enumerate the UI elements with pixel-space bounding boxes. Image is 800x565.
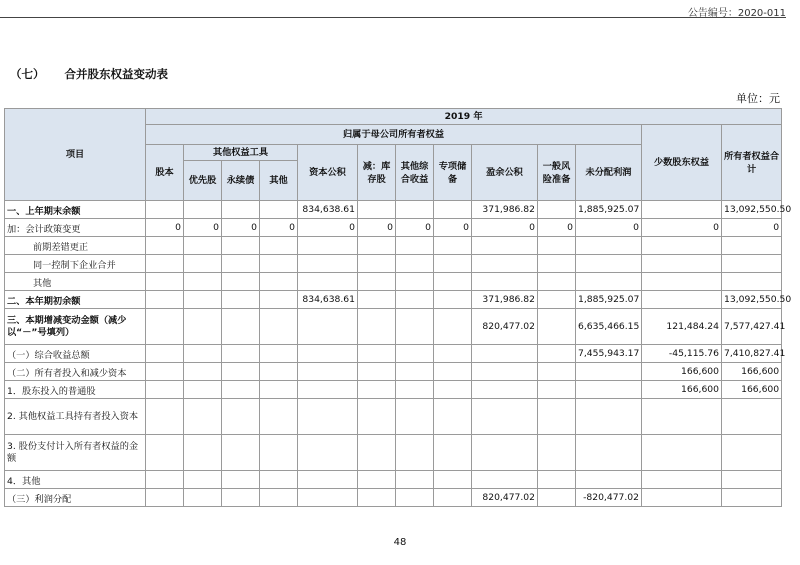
table-row (5, 273, 782, 291)
row-cell (260, 471, 298, 489)
table-row (5, 489, 782, 507)
row-cell: -820,477.02 (576, 489, 642, 507)
header-surplus: 盈余公积 (472, 145, 538, 201)
section-number: （七） (10, 67, 45, 81)
header-total: 所有者权益合计 (722, 125, 782, 201)
row-cell (184, 363, 222, 381)
row-cell (184, 471, 222, 489)
row-cell (396, 273, 434, 291)
table-row (5, 309, 782, 345)
table-row (5, 471, 782, 489)
row-cell (358, 435, 396, 471)
row-cell (222, 237, 260, 255)
row-cell (184, 291, 222, 309)
row-cell (538, 237, 576, 255)
row-cell (146, 435, 184, 471)
row-cell (222, 309, 260, 345)
row-cell (298, 399, 358, 435)
row-cell (472, 471, 538, 489)
header-other-equity-group: 其他权益工具 (184, 145, 298, 161)
row-cell (576, 471, 642, 489)
header-parent-group: 归属于母公司所有者权益 (146, 125, 642, 145)
row-cell (260, 381, 298, 399)
row-cell (722, 471, 782, 489)
row-cell (434, 309, 472, 345)
section-title: 合并股东权益变动表 (64, 67, 168, 81)
row-cell: 0 (358, 219, 396, 237)
row-cell (472, 237, 538, 255)
row-cell: 166,600 (722, 381, 782, 399)
row-cell (222, 489, 260, 507)
row-cell (472, 381, 538, 399)
row-cell (396, 381, 434, 399)
row-cell (146, 363, 184, 381)
row-cell (184, 273, 222, 291)
row-cell (642, 471, 722, 489)
row-cell (538, 291, 576, 309)
row-cell (298, 471, 358, 489)
row-cell (538, 399, 576, 435)
row-cell (434, 489, 472, 507)
table-row (5, 381, 782, 399)
row-cell (576, 381, 642, 399)
row-cell: 13,092,550.50 (722, 291, 782, 309)
row-cell (358, 237, 396, 255)
header-oci: 其他综合收益 (396, 145, 434, 201)
row-label: 1．股东投入的普通股 (5, 381, 146, 399)
row-cell (538, 345, 576, 363)
row-cell (146, 255, 184, 273)
row-cell (434, 363, 472, 381)
row-cell (358, 273, 396, 291)
row-cell (184, 345, 222, 363)
row-cell: 0 (722, 219, 782, 237)
row-cell (298, 363, 358, 381)
row-cell: 0 (260, 219, 298, 237)
row-cell (538, 435, 576, 471)
row-cell: 7,577,427.41 (722, 309, 782, 345)
row-cell (576, 273, 642, 291)
table-row (5, 201, 782, 219)
header-treasury: 减：库存股 (358, 145, 396, 201)
row-cell: 834,638.61 (298, 291, 358, 309)
row-label: 一、上年期末余额 (5, 201, 146, 219)
row-cell (722, 237, 782, 255)
row-cell (396, 291, 434, 309)
row-cell: 371,986.82 (472, 291, 538, 309)
row-cell (146, 237, 184, 255)
row-cell (222, 201, 260, 219)
row-cell (146, 201, 184, 219)
row-cell: 166,600 (642, 363, 722, 381)
row-cell (538, 255, 576, 273)
row-cell (260, 201, 298, 219)
row-cell (434, 273, 472, 291)
table-body (5, 201, 792, 507)
row-cell (642, 237, 722, 255)
row-cell (472, 273, 538, 291)
row-cell: 0 (538, 219, 576, 237)
header-minority: 少数股东权益 (642, 125, 722, 201)
row-cell (576, 255, 642, 273)
row-cell (146, 471, 184, 489)
row-label: 三、本期增减变动金额（减少以“－”号填列） (5, 309, 146, 345)
row-label: （二）所有者投入和减少资本 (5, 363, 146, 381)
row-cell (722, 435, 782, 471)
row-cell (538, 309, 576, 345)
row-cell (184, 489, 222, 507)
row-label: 4．其他 (5, 471, 146, 489)
header-perpetual: 永续债 (222, 161, 260, 201)
row-cell (576, 237, 642, 255)
row-cell (298, 345, 358, 363)
row-cell (222, 291, 260, 309)
row-cell (538, 363, 576, 381)
row-cell (146, 291, 184, 309)
row-cell (576, 399, 642, 435)
row-cell (146, 381, 184, 399)
row-cell (298, 489, 358, 507)
row-cell (358, 489, 396, 507)
row-cell: 834,638.61 (298, 201, 358, 219)
row-cell (642, 273, 722, 291)
row-cell (434, 435, 472, 471)
row-cell (298, 435, 358, 471)
row-cell (358, 363, 396, 381)
header-retained: 未分配利润 (576, 145, 642, 201)
row-cell (396, 237, 434, 255)
header-general-risk: 一般风险准备 (538, 145, 576, 201)
row-cell: 166,600 (722, 363, 782, 381)
row-cell (396, 309, 434, 345)
row-label: 其他 (5, 273, 146, 291)
row-cell (298, 381, 358, 399)
equity-change-table (4, 108, 792, 507)
row-cell (576, 363, 642, 381)
row-cell (260, 345, 298, 363)
row-label: 前期差错更正 (5, 237, 146, 255)
row-cell (358, 471, 396, 489)
row-cell (396, 345, 434, 363)
row-cell (184, 435, 222, 471)
table-row (5, 345, 782, 363)
row-cell (260, 291, 298, 309)
header-preferred: 优先股 (184, 161, 222, 201)
table-row (5, 237, 782, 255)
row-cell (472, 435, 538, 471)
row-cell (396, 471, 434, 489)
row-label: 2. 其他权益工具持有者投入资本 (5, 399, 146, 435)
row-cell (396, 255, 434, 273)
row-cell: 0 (434, 219, 472, 237)
row-cell (184, 201, 222, 219)
row-cell (222, 381, 260, 399)
row-cell (222, 255, 260, 273)
row-cell (396, 435, 434, 471)
row-cell (722, 489, 782, 507)
row-cell (434, 237, 472, 255)
row-cell (184, 399, 222, 435)
row-cell (576, 435, 642, 471)
header-share-capital: 股本 (146, 145, 184, 201)
row-cell (358, 309, 396, 345)
row-cell: 166,600 (642, 381, 722, 399)
row-cell (358, 291, 396, 309)
row-cell: 0 (298, 219, 358, 237)
row-cell (396, 363, 434, 381)
row-cell: 0 (576, 219, 642, 237)
header-capital-reserve: 资本公积 (298, 145, 358, 201)
row-cell (184, 255, 222, 273)
row-cell: 0 (184, 219, 222, 237)
row-cell (146, 273, 184, 291)
row-cell (472, 345, 538, 363)
table-row (5, 255, 782, 273)
row-cell (722, 255, 782, 273)
table-row (5, 399, 782, 435)
table-row (5, 363, 782, 381)
row-cell (358, 399, 396, 435)
row-cell: -45,115.76 (642, 345, 722, 363)
row-cell (642, 291, 722, 309)
row-cell (298, 273, 358, 291)
row-cell (146, 345, 184, 363)
row-label: 同一控制下企业合并 (5, 255, 146, 273)
row-cell (358, 381, 396, 399)
row-cell (260, 273, 298, 291)
row-cell: 7,410,827.41 (722, 345, 782, 363)
row-cell (146, 489, 184, 507)
header-other: 其他 (260, 161, 298, 201)
row-cell (434, 381, 472, 399)
row-cell (260, 489, 298, 507)
row-cell: 820,477.02 (472, 489, 538, 507)
row-cell (722, 273, 782, 291)
row-cell (298, 309, 358, 345)
row-cell (434, 399, 472, 435)
row-cell (396, 201, 434, 219)
row-cell (642, 255, 722, 273)
header-year: 2019 年 (146, 109, 782, 125)
row-cell (538, 273, 576, 291)
page-number: 48 (393, 537, 407, 548)
header-rule (0, 17, 786, 18)
table-row (5, 291, 782, 309)
row-cell: 6,635,466.15 (576, 309, 642, 345)
row-cell (222, 363, 260, 381)
row-cell (222, 471, 260, 489)
row-cell: 371,986.82 (472, 201, 538, 219)
row-cell (146, 399, 184, 435)
row-cell (722, 399, 782, 435)
row-label: 二、本年期初余额 (5, 291, 146, 309)
row-cell (434, 291, 472, 309)
row-cell (472, 363, 538, 381)
row-cell (472, 399, 538, 435)
row-cell (396, 399, 434, 435)
row-cell (538, 201, 576, 219)
row-cell (184, 381, 222, 399)
row-label: 3. 股份支付计入所有者权益的金额 (5, 435, 146, 471)
row-cell (434, 345, 472, 363)
row-cell (146, 309, 184, 345)
announcement-number: 公告编号：2020-011 (687, 8, 786, 19)
row-cell (538, 489, 576, 507)
row-cell (642, 399, 722, 435)
row-cell: 0 (642, 219, 722, 237)
row-label: （三）利润分配 (5, 489, 146, 507)
row-cell (184, 309, 222, 345)
section-heading (10, 66, 168, 82)
row-cell: 121,484.24 (642, 309, 722, 345)
row-cell (222, 435, 260, 471)
row-cell: 0 (222, 219, 260, 237)
row-cell (358, 345, 396, 363)
row-cell (260, 237, 298, 255)
row-cell: 0 (146, 219, 184, 237)
table-row (5, 219, 782, 237)
row-cell (298, 237, 358, 255)
row-label: 加：会计政策变更 (5, 219, 146, 237)
row-cell: 7,455,943.17 (576, 345, 642, 363)
row-cell (472, 255, 538, 273)
row-cell (434, 201, 472, 219)
row-cell (358, 255, 396, 273)
row-cell (358, 201, 396, 219)
row-cell (260, 399, 298, 435)
header-special: 专项储备 (434, 145, 472, 201)
row-cell (434, 255, 472, 273)
row-cell (260, 255, 298, 273)
row-cell (538, 471, 576, 489)
row-cell (184, 237, 222, 255)
row-cell: 1,885,925.07 (576, 291, 642, 309)
row-cell (260, 309, 298, 345)
row-label: （一）综合收益总额 (5, 345, 146, 363)
row-cell (538, 381, 576, 399)
row-cell (396, 489, 434, 507)
row-cell: 0 (472, 219, 538, 237)
row-cell: 13,092,550.50 (722, 201, 782, 219)
row-cell: 0 (396, 219, 434, 237)
row-cell (260, 435, 298, 471)
row-cell (222, 399, 260, 435)
row-cell (260, 363, 298, 381)
unit-label: 单位：元 (736, 92, 780, 105)
row-cell (642, 435, 722, 471)
row-cell (298, 255, 358, 273)
row-cell: 820,477.02 (472, 309, 538, 345)
row-cell (642, 201, 722, 219)
row-cell (222, 345, 260, 363)
header-item: 项目 (5, 109, 146, 201)
row-cell: 1,885,925.07 (576, 201, 642, 219)
table-row (5, 435, 782, 471)
row-cell (434, 471, 472, 489)
row-cell (222, 273, 260, 291)
row-cell (642, 489, 722, 507)
